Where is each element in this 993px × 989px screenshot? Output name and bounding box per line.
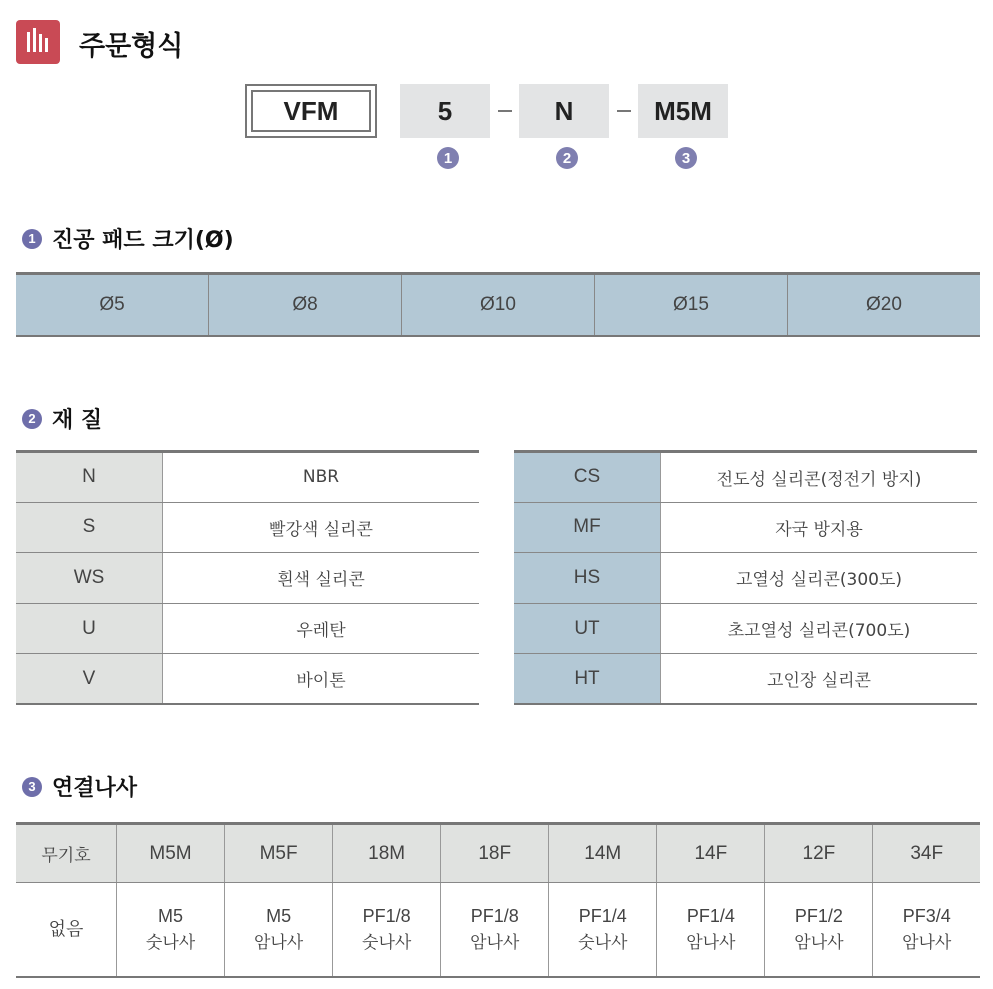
size-cell: Ø8: [208, 275, 401, 335]
thread-type: 암나사: [686, 932, 736, 953]
material-name: 전도성 실리콘(정전기 방지): [661, 452, 978, 503]
marker-3: 3: [675, 147, 697, 169]
material-name: 우레탄: [163, 603, 480, 654]
thread-code: 14M: [549, 824, 657, 883]
section-number: 1: [22, 229, 42, 249]
material-name: 바이톤: [163, 654, 480, 705]
thread-code: 18F: [441, 824, 549, 883]
table-row: [16, 654, 479, 705]
material-name: NBR: [163, 452, 480, 503]
material-code: U: [16, 603, 163, 654]
thread-code: 12F: [765, 824, 873, 883]
thread-cell: [549, 883, 657, 978]
thread-cell: [765, 883, 873, 978]
section-title-text: 연결나사: [52, 776, 138, 801]
section-number: 3: [22, 777, 42, 797]
table-row: [16, 452, 479, 503]
bar-chart-icon: [16, 20, 60, 64]
thread-type: 숫나사: [578, 932, 628, 953]
thread-code: M5F: [225, 824, 333, 883]
thread-cell: [873, 883, 980, 978]
material-code: UT: [514, 603, 661, 654]
thread-size: PF1/4: [686, 905, 735, 926]
table-row: [514, 452, 977, 503]
material-name: 흰색 실리콘: [163, 553, 480, 604]
thread-code: 14F: [657, 824, 765, 883]
code-part-thread: M5M: [638, 84, 728, 138]
material-name: 고열성 실리콘(300도): [661, 553, 978, 604]
size-cell: Ø15: [594, 275, 787, 335]
section-1-title: [22, 223, 234, 254]
code-part-size: 5: [400, 84, 490, 138]
section-title-text: 진공 패드 크기(Ø): [52, 228, 234, 253]
code-dash: [498, 110, 512, 112]
thread-code: M5M: [117, 824, 225, 883]
thread-size: M5: [266, 905, 292, 926]
thread-type: 숫나사: [145, 932, 196, 953]
page-title: 주문형식: [79, 31, 184, 62]
thread-table: [16, 822, 980, 978]
thread-type: 암나사: [902, 932, 952, 953]
section-title-text: 재 질: [52, 408, 103, 433]
section-2-title: [22, 403, 102, 434]
model-code: VFM: [251, 90, 371, 132]
thread-type: 암나사: [253, 932, 304, 953]
thread-cell: [225, 883, 333, 978]
material-code: N: [16, 452, 163, 503]
size-cell: Ø5: [99, 294, 125, 315]
marker-1: 1: [437, 147, 459, 169]
none-label: 없음: [16, 883, 117, 978]
material-name: 초고열성 실리콘(700도): [661, 603, 978, 654]
table-header-row: [16, 824, 980, 883]
thread-cell: [657, 883, 765, 978]
size-cell: Ø20: [787, 275, 980, 335]
thread-size: PF1/8: [362, 905, 411, 926]
thread-size: PF1/8: [470, 905, 519, 926]
thread-size: PF1/2: [794, 905, 843, 926]
material-code: WS: [16, 553, 163, 604]
thread-size: PF1/4: [578, 905, 627, 926]
material-name: 자국 방지용: [661, 502, 978, 553]
pad-size-table: [16, 272, 980, 337]
material-name: 고인장 실리콘: [661, 654, 978, 705]
material-code: HS: [514, 553, 661, 604]
material-name: 빨강색 실리콘: [163, 502, 480, 553]
table-row: [16, 502, 479, 553]
thread-type: 숫나사: [362, 932, 412, 953]
material-table-left: [16, 450, 479, 705]
marker-2: 2: [556, 147, 578, 169]
material-code: MF: [514, 502, 661, 553]
code-dash: [617, 110, 631, 112]
material-table-right: [514, 450, 977, 705]
table-row: [514, 553, 977, 604]
code-part-material: N: [519, 84, 609, 138]
model-code-box: [245, 84, 377, 138]
header-label: 무기호: [16, 824, 117, 883]
material-code: CS: [514, 452, 661, 503]
table-row: [16, 553, 479, 604]
table-row: [514, 654, 977, 705]
table-row: [514, 502, 977, 553]
thread-code: 34F: [873, 824, 980, 883]
table-row: [16, 883, 980, 978]
material-code: S: [16, 502, 163, 553]
table-row: [514, 603, 977, 654]
size-cell: Ø10: [401, 275, 594, 335]
material-code: HT: [514, 654, 661, 705]
section-number: 2: [22, 409, 42, 429]
thread-type: 암나사: [794, 932, 844, 953]
section-3-title: [22, 771, 137, 802]
thread-cell: [441, 883, 549, 978]
table-row: [16, 603, 479, 654]
thread-cell: [117, 883, 225, 978]
thread-cell: [333, 883, 441, 978]
thread-code: 18M: [333, 824, 441, 883]
thread-size: M5: [158, 905, 184, 926]
thread-size: PF3/4: [902, 905, 951, 926]
material-code: V: [16, 654, 163, 705]
thread-type: 암나사: [470, 932, 520, 953]
